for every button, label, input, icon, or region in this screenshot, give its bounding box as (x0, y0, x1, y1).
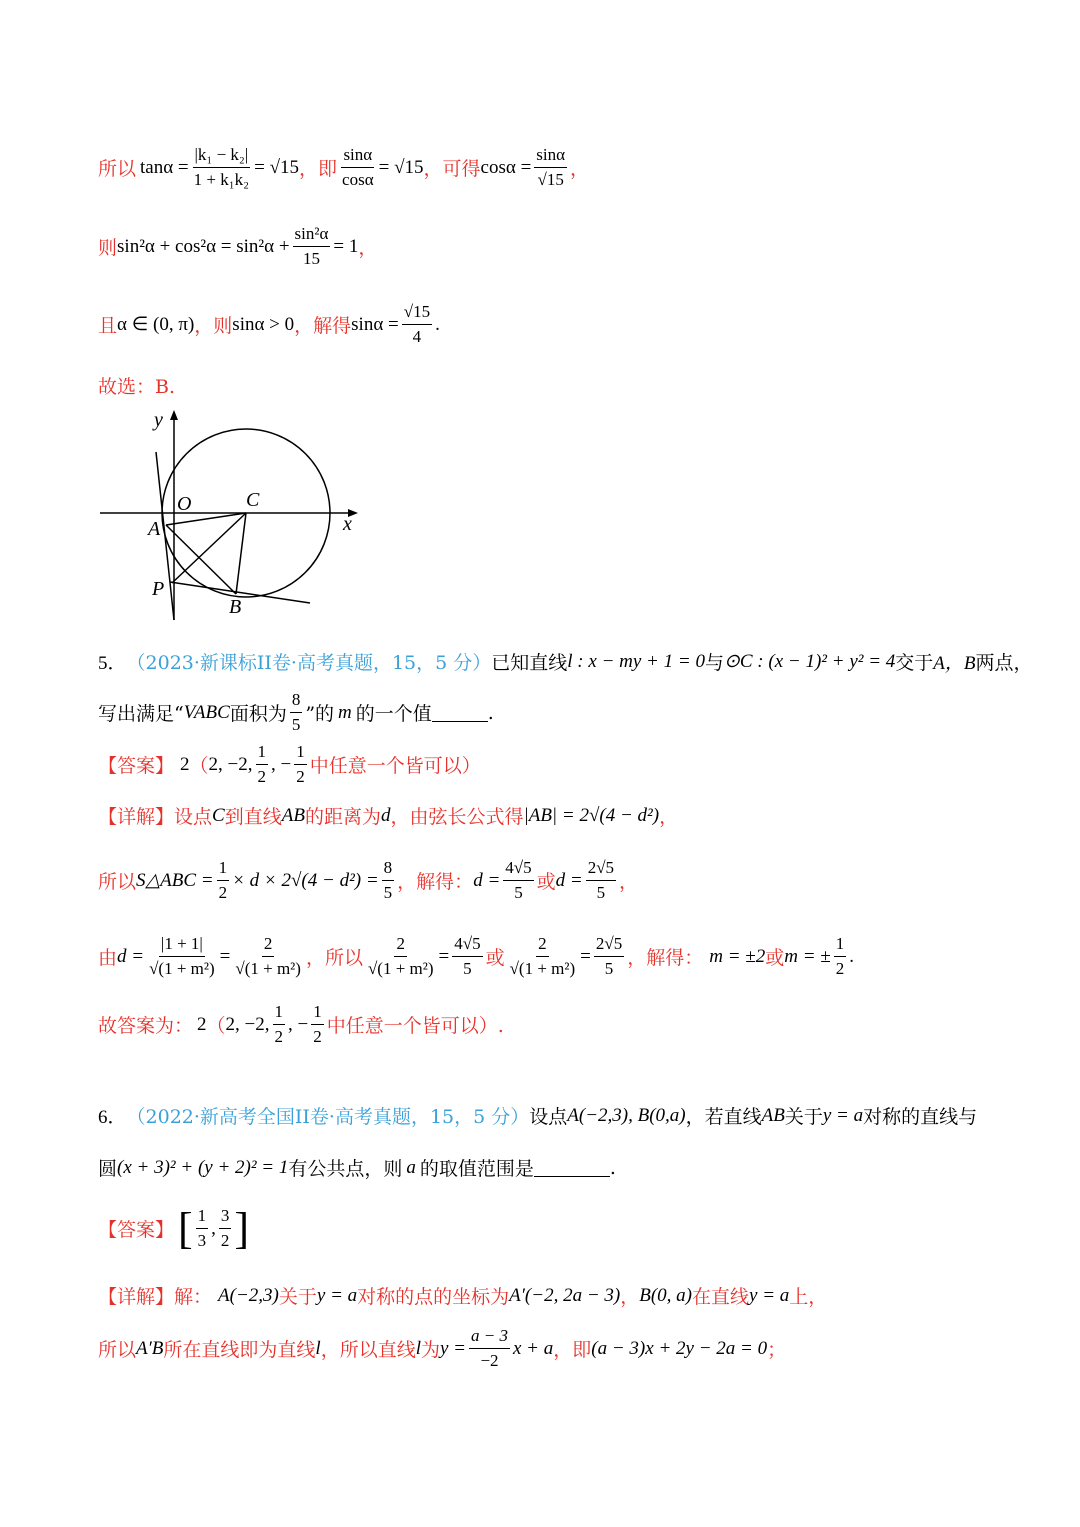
text: 故选：B. (98, 376, 176, 398)
text: 写出满足“ (98, 703, 184, 725)
numerator: sinα (534, 145, 567, 168)
detail-tag: 【详解】 (98, 806, 175, 828)
math: d = (117, 945, 145, 967)
math: l (315, 1337, 321, 1359)
q5-detail-line-3 (98, 934, 854, 979)
math: m (338, 701, 352, 723)
label-p: P (152, 578, 165, 600)
text: 关于 (784, 1106, 823, 1128)
y-axis-arrow (170, 410, 178, 420)
text: 则 (98, 237, 118, 259)
numerator: 2√5 (586, 858, 616, 881)
math: y = a (822, 1104, 864, 1126)
denominator: 5 (514, 883, 523, 902)
math: ⊙C : (x − 1)² + y² = 4 (723, 651, 896, 672)
fraction (290, 690, 303, 735)
math: A(−2,3) (218, 1284, 279, 1306)
denominator: 5 (383, 883, 393, 902)
label-c: C (246, 489, 260, 511)
math: S△ABC = (136, 870, 214, 891)
text: 设点 (174, 806, 213, 828)
math: m = ± (784, 945, 831, 967)
fraction (586, 858, 616, 903)
question-number: 6． (98, 1107, 127, 1128)
math: cosα = (480, 156, 532, 178)
choice-line (98, 372, 175, 399)
text: 与 (704, 652, 724, 674)
math: = (219, 945, 231, 967)
text: 对称的点的坐标为 (357, 1286, 510, 1308)
math: d (380, 804, 391, 826)
text: 交于 (895, 652, 934, 674)
math: . (435, 313, 440, 335)
text: ， (358, 237, 378, 259)
text: （ (189, 755, 209, 777)
math: A，B (933, 653, 976, 674)
fraction (382, 858, 395, 903)
numerator: 2 (536, 934, 549, 957)
math: = (438, 945, 450, 967)
question-number: 5． (98, 653, 127, 674)
q5-final-line (98, 1002, 504, 1047)
numerator: sin²α (293, 224, 331, 247)
question-source: （2023·新课标II卷·高考真题，15，5 分） (126, 652, 492, 674)
denominator: 2 (257, 767, 266, 786)
text: ，若直线 (685, 1106, 762, 1128)
numerator: 1 (273, 1002, 286, 1025)
math: 2, −2, (208, 753, 253, 775)
denominator: 5 (596, 883, 606, 902)
text: 设点 (529, 1106, 568, 1128)
denominator: 4 (412, 327, 422, 346)
text: 或 (536, 871, 556, 893)
text: 的距离为 (304, 806, 381, 828)
q6-answer-line (98, 1203, 250, 1253)
text: 中任意一个皆可以）. (326, 1015, 504, 1037)
question-source: （2022·新高考全国II卷·高考真题，15，5 分） (126, 1106, 530, 1128)
text: 面积为 (229, 703, 287, 725)
math: , − (271, 753, 292, 775)
denominator: 2 (218, 883, 228, 902)
text: ，解得： (627, 947, 704, 969)
numerator: 2 (394, 934, 407, 957)
fraction (340, 145, 376, 190)
text: ； (767, 1339, 787, 1361)
numerator: 4√5 (503, 858, 533, 881)
answer-tag: 【答案】 (98, 1219, 175, 1241)
numerator: 4√5 (452, 934, 482, 957)
math: y = (440, 1337, 467, 1359)
text: 解： (174, 1286, 213, 1308)
math: B(0, a) (639, 1284, 693, 1306)
denominator: √(1 + m²) (367, 959, 434, 978)
denominator: 2 (835, 959, 845, 978)
text: 关于 (278, 1286, 317, 1308)
denominator: cosα (342, 170, 374, 189)
fraction (147, 934, 217, 979)
text: 圆 (98, 1158, 118, 1180)
label-o: O (177, 493, 192, 515)
fraction (311, 1002, 324, 1047)
math: , − (288, 1013, 309, 1035)
fraction (452, 934, 482, 979)
numerator: 3 (219, 1206, 232, 1229)
answer-tag: 【答案】 (98, 755, 175, 777)
text: ，解得 (294, 315, 352, 337)
math: × d × 2√(4 − d²) = (232, 869, 379, 891)
text: ，所以直线 (320, 1339, 416, 1361)
text: 的取值范围是 (419, 1158, 534, 1180)
text: . (609, 1156, 616, 1179)
denominator: 2 (274, 1027, 283, 1046)
denominator: √(1 + m²) (235, 959, 301, 978)
math: sinα = (351, 313, 399, 335)
math: AB (761, 1104, 785, 1126)
text: ，解得： (397, 871, 474, 893)
math: A′(−2, 2a − 3) (509, 1284, 621, 1306)
math: d = (555, 869, 583, 891)
math: |AB| = 2√(4 − d²) (523, 804, 660, 826)
math: x + a (513, 1337, 554, 1359)
fraction (534, 145, 567, 190)
fraction (834, 934, 847, 979)
text: ，即 (299, 158, 338, 180)
text: ，由弦长公式得 (390, 806, 524, 828)
fraction (469, 1326, 510, 1371)
text: 已知直线 (491, 652, 568, 674)
math: sinα > 0 (232, 313, 295, 335)
text: ， (570, 158, 590, 180)
text: 两点， (975, 652, 1033, 674)
q6-detail-line-2 (98, 1326, 786, 1371)
numerator: √15 (402, 302, 432, 325)
denominator: 2 (313, 1027, 322, 1046)
math: A(−2,3), B(0,a) (567, 1104, 686, 1126)
segment-bc (236, 513, 246, 594)
solution-line-range (98, 302, 440, 347)
text: 所以 (98, 158, 137, 180)
math: C (212, 804, 225, 826)
fraction (366, 934, 436, 979)
denominator: √(1 + m²) (509, 959, 576, 978)
text: 的一个值 (355, 703, 432, 725)
math: = √15 (254, 156, 300, 178)
detail-tag: 【详解】 (98, 1286, 175, 1308)
text: 有公共点，则 (288, 1158, 403, 1180)
text: 或 (765, 947, 785, 969)
text: 在直线 (692, 1286, 750, 1308)
text: 由 (98, 947, 118, 969)
denominator: −2 (480, 1351, 499, 1370)
denominator: 2 (220, 1231, 230, 1250)
q5-detail-line-2 (98, 858, 638, 903)
fraction (219, 1206, 232, 1251)
numerator: 1 (294, 742, 307, 765)
text: 为 (420, 1339, 440, 1361)
fraction (233, 934, 303, 979)
text: 对称的直线与 (863, 1106, 978, 1128)
math: tanα = (140, 156, 189, 178)
text: 上， (789, 1286, 828, 1308)
comma: , (211, 1217, 216, 1239)
solution-line-tan (98, 145, 589, 190)
math: 2 (197, 1013, 207, 1035)
fraction (273, 1002, 286, 1047)
math: (a − 3)x + 2y − 2a = 0 (591, 1337, 768, 1359)
math: l : x − my + 1 = 0 (567, 650, 705, 672)
q5-stem-line-1 (98, 648, 1033, 675)
geometry-figure (95, 405, 365, 625)
denominator: 5 (604, 959, 614, 978)
numerator: 2√5 (594, 934, 624, 957)
q6-stem-line-1 (98, 1102, 977, 1129)
numerator: 8 (290, 690, 303, 713)
math: α ∈ (0, π) (117, 314, 195, 335)
text: 所以 (98, 871, 137, 893)
solution-line-identity (98, 224, 377, 269)
text: ，则 (194, 315, 233, 337)
text: 故答案为： (98, 1015, 194, 1037)
fraction (294, 742, 307, 787)
fraction (196, 1206, 209, 1251)
math: m = ±2 (709, 945, 766, 967)
label-a: A (148, 518, 161, 540)
math: = 1 (333, 235, 359, 257)
fraction (293, 224, 331, 269)
numerator: 1 (196, 1206, 209, 1229)
text: ”的 (305, 703, 335, 725)
text: 且 (98, 315, 118, 337)
q5-stem-line-2 (98, 690, 494, 735)
numerator: 2 (262, 934, 275, 957)
text: ， (619, 871, 639, 893)
q6-detail-line-1 (98, 1282, 827, 1309)
math: AB (281, 804, 305, 826)
denominator: 1 + k₁k₂ (193, 170, 250, 189)
segment-pc (172, 513, 246, 583)
numerator: |k₁ − k₂| (193, 145, 251, 168)
text: 或 (485, 947, 505, 969)
fraction (508, 934, 578, 979)
bracket-open: [ (178, 1203, 193, 1253)
math: l (415, 1337, 421, 1359)
text: 所在直线即为直线 (163, 1339, 316, 1361)
text: ，所以 (305, 947, 363, 969)
fraction (217, 858, 230, 903)
math: y = a (749, 1284, 790, 1306)
numerator: sinα (341, 145, 374, 168)
text: 到直线 (224, 806, 282, 828)
math: = √15 (378, 156, 424, 178)
label-b: B (229, 596, 242, 618)
label-y: y (154, 409, 163, 431)
numerator: 1 (217, 858, 230, 881)
text: 中任意一个皆可以） (309, 755, 481, 777)
text: . (487, 701, 494, 724)
label-x: x (343, 513, 352, 535)
math: 2 (180, 753, 190, 775)
q5-detail-line-1 (98, 802, 678, 829)
math: A′B (136, 1337, 164, 1359)
math: y = a (316, 1284, 358, 1306)
math: = (580, 945, 591, 967)
text: ，即 (553, 1339, 592, 1361)
answer-blank (432, 703, 488, 722)
math: 2, −2, (225, 1013, 270, 1035)
fraction (594, 934, 624, 979)
numerator: 1 (834, 934, 847, 957)
denominator: 15 (302, 249, 320, 268)
denominator: √15 (537, 170, 564, 189)
fraction (192, 145, 251, 190)
math: a (406, 1156, 416, 1178)
math: VABC (183, 701, 230, 723)
text: ， (620, 1286, 640, 1308)
denominator: √(1 + m²) (149, 959, 215, 978)
text: 所以 (98, 1339, 137, 1361)
text: ， (659, 806, 679, 828)
math: sin²α + cos²α = sin²α + (117, 235, 290, 257)
q6-stem-line-2 (98, 1154, 616, 1181)
bracket-close: ] (234, 1203, 250, 1253)
numerator: 1 (256, 742, 269, 765)
text: ，可得 (423, 158, 481, 180)
denominator: 5 (291, 715, 301, 734)
denominator: 3 (197, 1231, 207, 1250)
text: （ (206, 1015, 226, 1037)
numerator: a − 3 (469, 1326, 510, 1349)
numerator: |1 + 1| (159, 934, 205, 957)
numerator: 8 (382, 858, 395, 881)
math: . (849, 945, 854, 967)
denominator: 2 (296, 767, 305, 786)
denominator: 5 (463, 959, 472, 978)
math: (x + 3)² + (y + 2)² = 1 (117, 1156, 289, 1178)
fraction (402, 302, 432, 347)
answer-blank (534, 1158, 610, 1177)
math: d = (473, 869, 501, 891)
q5-answer-line (98, 742, 481, 787)
fraction (256, 742, 269, 787)
fraction (503, 858, 533, 903)
numerator: 1 (311, 1002, 324, 1025)
